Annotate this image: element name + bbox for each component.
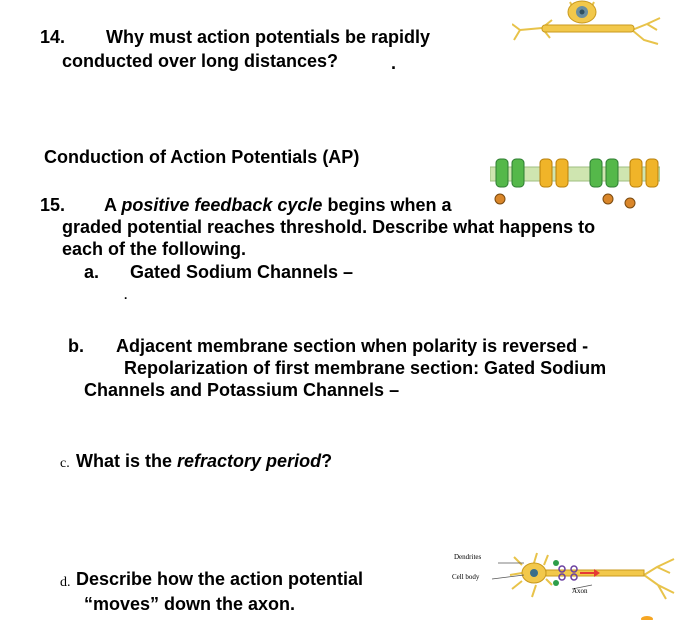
- label-axon: Axon: [572, 587, 588, 595]
- neuron-diagram: [452, 545, 692, 620]
- part-b-line3: Channels and Potassium Channels –: [84, 380, 400, 400]
- q14-dot: .: [391, 53, 397, 73]
- part-d-line2: “moves” down the axon.: [84, 594, 296, 614]
- q15-intro: A positive feedback cycle begins when a: [104, 195, 452, 215]
- section-heading: Conduction of Action Potentials (AP): [44, 147, 360, 167]
- label-dendrites: Dendrites: [454, 553, 482, 561]
- part-a-dot: .: [124, 288, 128, 302]
- q15-number: 15.: [40, 195, 66, 215]
- part-c-emphasis: refractory period: [177, 451, 322, 471]
- part-c-letter: c.: [60, 456, 70, 471]
- q15-line2: graded potential reaches threshold. Describe what happens to: [62, 217, 596, 237]
- part-c-text: What is the refractory period?: [76, 451, 333, 471]
- label-cell-body: Cell body: [452, 573, 480, 581]
- q14-line2: conducted over long distances?: [62, 51, 339, 71]
- part-b-line1: Adjacent membrane section when polarity is reversed -: [116, 336, 589, 356]
- q14-line1: Why must action potentials be rapidly: [106, 27, 431, 47]
- part-d-line1: Describe how the action potential: [76, 569, 364, 589]
- q14-number: 14.: [40, 27, 66, 47]
- q15-line3: each of the following.: [62, 239, 246, 259]
- part-d-letter: d.: [60, 575, 71, 590]
- q15-emphasis: positive feedback cycle: [121, 195, 323, 215]
- part-a-text: Gated Sodium Channels –: [130, 262, 354, 282]
- part-b-letter: b.: [68, 336, 84, 356]
- neuron-diagram-graphic: [452, 545, 692, 620]
- ion-channel-illustration: [490, 155, 660, 213]
- neuron-illustration: [512, 0, 662, 52]
- part-b-line2: Repolarization of first membrane section: Gated Sodium: [124, 358, 607, 378]
- part-a-letter: a.: [84, 262, 100, 282]
